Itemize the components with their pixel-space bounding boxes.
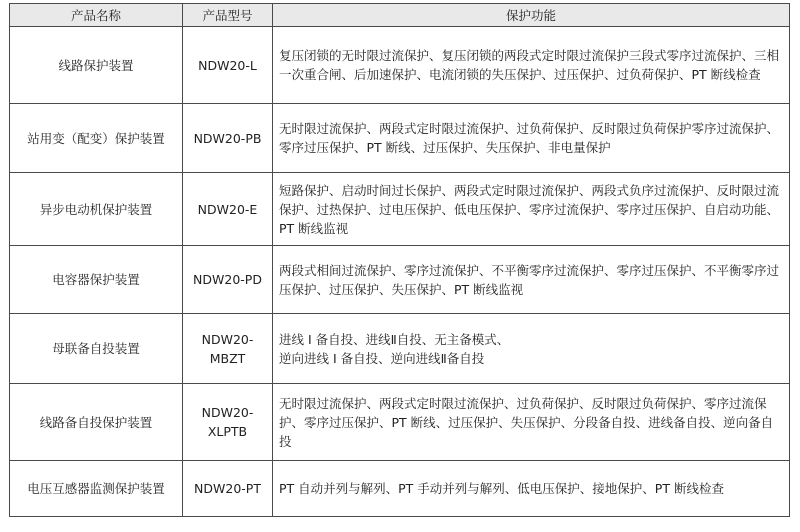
product-name-cell: 电容器保护装置 [10, 246, 183, 314]
product-model-cell: NDW20-PT [183, 461, 273, 517]
table-row [10, 173, 790, 246]
table-row [10, 461, 790, 517]
table-header-row [10, 4, 790, 27]
product-model-cell: NDW20-L [183, 27, 273, 104]
header-product-name: 产品名称 [10, 4, 183, 27]
protection-function-cell: 无时限过流保护、两段式定时限过流保护、过负荷保护、反时限过负荷保护、零序过流保护、零序过压保护、PT 断线、过压保护、失压保护、分段备自投、进线备自投、逆向备自投 [273, 384, 790, 461]
function-line: 逆向进线 I 备自投、逆向进线Ⅱ备自投 [279, 350, 485, 366]
product-name-cell: 母联备自投装置 [10, 314, 183, 384]
product-table-container [9, 3, 790, 517]
protection-function-cell: 两段式相间过流保护、零序过流保护、不平衡零序过流保护、零序过压保护、不平衡零序过压保护、过压保护、失压保护、PT 断线监视 [273, 246, 790, 314]
header-protection-function: 保护功能 [273, 4, 790, 27]
product-model-cell: NDW20-XLPTB [183, 384, 273, 461]
table-row [10, 314, 790, 384]
table-row [10, 384, 790, 461]
product-table [9, 3, 790, 517]
protection-function-cell: 短路保护、启动时间过长保护、两段式定时限过流保护、两段式负序过流保护、反时限过流保护、过热保护、过电压保护、低电压保护、零序过流保护、零序过压保护、自启动功能、PT 断线监视 [273, 173, 790, 246]
header-product-model: 产品型号 [183, 4, 273, 27]
product-name-cell: 异步电动机保护装置 [10, 173, 183, 246]
product-name-cell: 线路保护装置 [10, 27, 183, 104]
protection-function-cell: 无时限过流保护、两段式定时限过流保护、过负荷保护、反时限过负荷保护零序过流保护、零序过压保护、PT 断线、过压保护、失压保护、非电量保护 [273, 104, 790, 173]
function-line: 进线 I 备自投、进线Ⅱ自投、无主备模式、 [279, 331, 510, 347]
protection-function-cell: 复压闭锁的无时限过流保护、复压闭锁的两段式定时限过流保护三段式零序过流保护、三相一次重合闸、后加速保护、电流闭锁的失压保护、过压保护、过负荷保护、PT 断线检查 [273, 27, 790, 104]
table-row [10, 104, 790, 173]
product-name-cell: 线路备自投保护装置 [10, 384, 183, 461]
table-row [10, 246, 790, 314]
protection-function-cell: PT 自动并列与解列、PT 手动并列与解列、低电压保护、接地保护、PT 断线检查 [273, 461, 790, 517]
product-name-cell: 站用变（配变）保护装置 [10, 104, 183, 173]
product-name-cell: 电压互感器监测保护装置 [10, 461, 183, 517]
protection-function-cell [273, 314, 790, 384]
product-model-cell: NDW20-PD [183, 246, 273, 314]
product-model-cell: NDW20-MBZT [183, 314, 273, 384]
table-row [10, 27, 790, 104]
product-model-cell: NDW20-PB [183, 104, 273, 173]
product-model-cell: NDW20-E [183, 173, 273, 246]
